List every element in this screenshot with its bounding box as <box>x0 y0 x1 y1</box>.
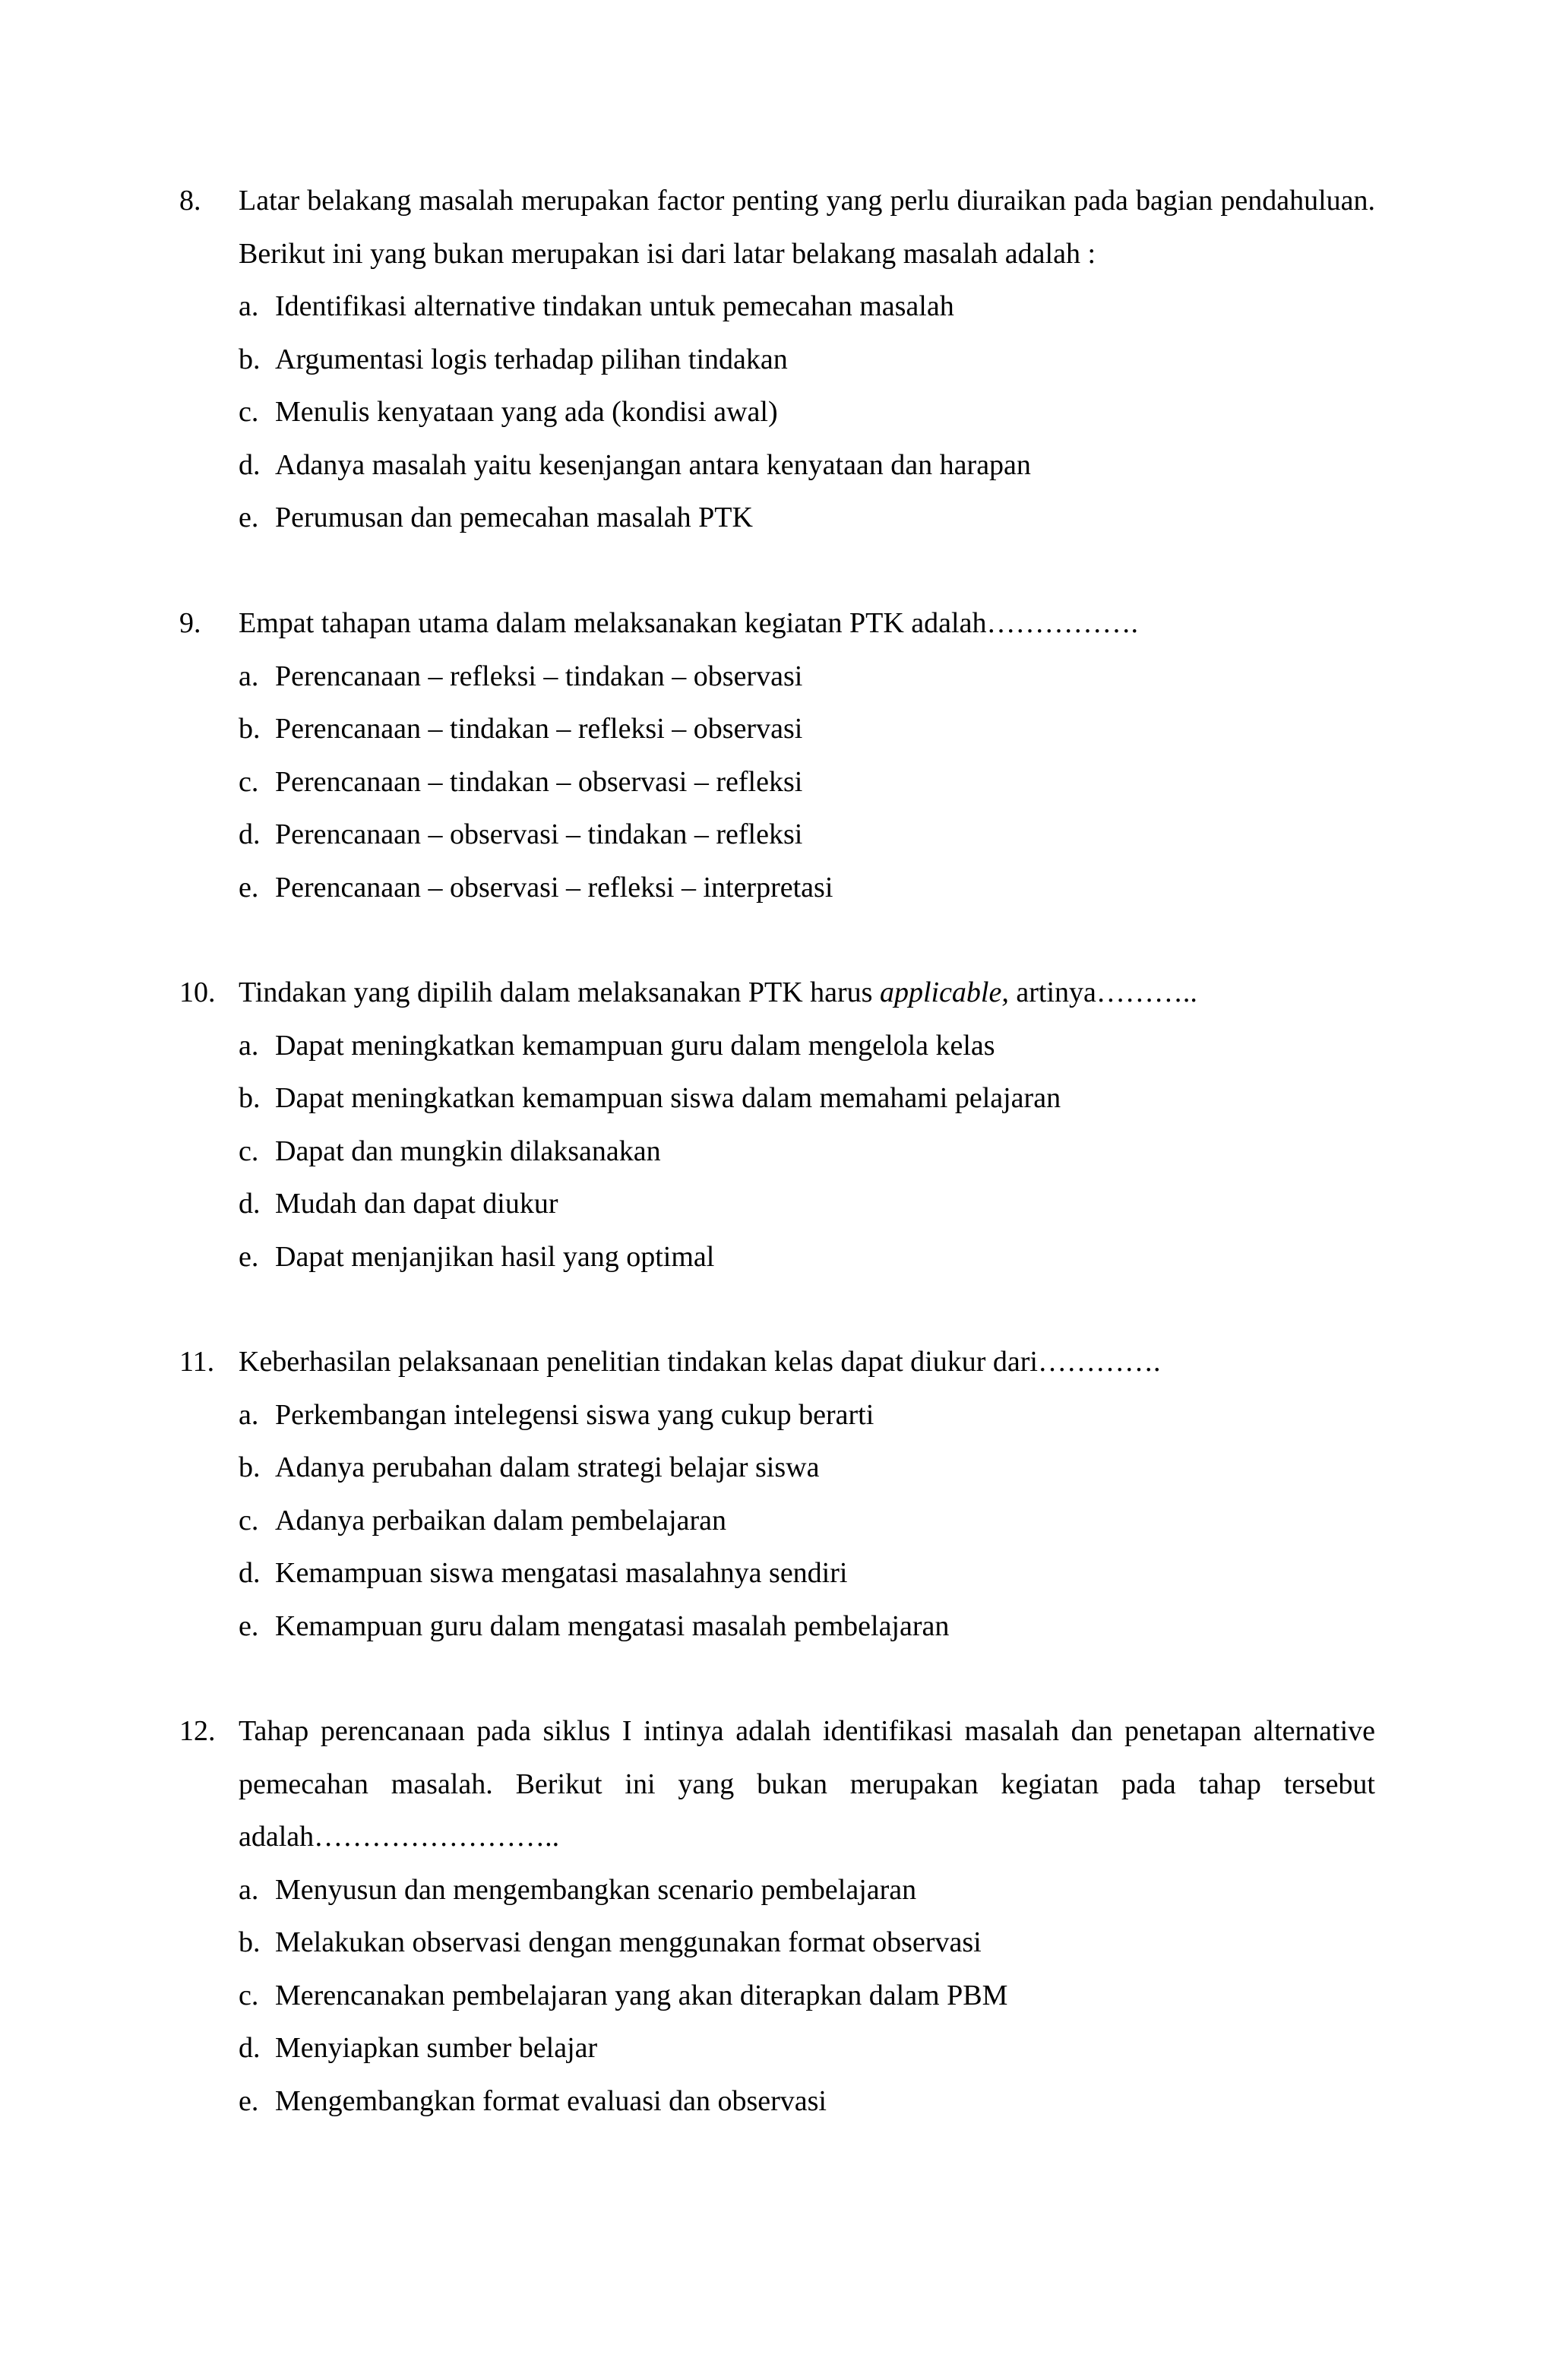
option-text: Kemampuan siswa mengatasi masalahnya sendiri <box>275 1557 848 1589</box>
question-number: 12. <box>179 1715 216 1747</box>
option-letter: e. <box>239 871 259 904</box>
option-a <box>179 1389 1375 1442</box>
option-e <box>179 1600 1375 1654</box>
option-text: Adanya masalah yaitu kesenjangan antara kenyataan dan harapan <box>275 448 1031 481</box>
option-letter: e. <box>239 1240 259 1273</box>
option-e <box>179 1231 1375 1284</box>
option-list <box>179 280 1375 545</box>
option-b <box>179 703 1375 756</box>
option-letter: b. <box>239 713 261 745</box>
option-c <box>179 1970 1375 2023</box>
option-letter: b. <box>239 1451 261 1483</box>
question-text <box>239 976 1197 1008</box>
question-text-part: Tindakan yang dipilih dalam melaksanakan PTK harus <box>239 976 880 1008</box>
option-d <box>179 439 1375 492</box>
question-text: Latar belakang masalah merupakan factor penting yang perlu diuraikan pada bagian pendahuluan. Berikut ini yang bukan merupakan isi dari latar belakang masalah adalah : <box>239 185 1375 270</box>
option-letter: b. <box>239 1082 261 1114</box>
option-letter: c. <box>239 765 259 798</box>
option-text: Mudah dan dapat diukur <box>275 1188 558 1220</box>
option-text: Perencanaan – observasi – tindakan – refleksi <box>275 818 803 850</box>
option-d <box>179 2022 1375 2075</box>
question-10 <box>179 967 1375 1283</box>
option-a <box>179 1864 1375 1917</box>
option-a <box>179 280 1375 334</box>
option-letter: a. <box>239 1398 259 1431</box>
option-letter: d. <box>239 818 261 850</box>
option-c <box>179 1125 1375 1179</box>
question-text-italic: applicable, <box>879 976 1009 1008</box>
question-11 <box>179 1336 1375 1653</box>
question-12 <box>179 1705 1375 2128</box>
option-letter: c. <box>239 1504 259 1537</box>
option-e <box>179 2075 1375 2128</box>
question-text-part: artinya……….. <box>1008 976 1197 1008</box>
option-text: Merencanakan pembelajaran yang akan diterapkan dalam PBM <box>275 1979 1008 2011</box>
option-list <box>179 1020 1375 1284</box>
option-letter: d. <box>239 448 261 481</box>
option-letter: a. <box>239 1029 259 1062</box>
option-d <box>179 1547 1375 1600</box>
option-d <box>179 1178 1375 1231</box>
option-c <box>179 386 1375 439</box>
option-text: Melakukan observasi dengan menggunakan format observasi <box>275 1926 982 1958</box>
question-9 <box>179 597 1375 914</box>
question-text: Keberhasilan pelaksanaan penelitian tindakan kelas dapat diukur dari…………. <box>239 1346 1161 1378</box>
option-text: Adanya perbaikan dalam pembelajaran <box>275 1504 726 1537</box>
option-letter: a. <box>239 660 259 692</box>
option-text: Perencanaan – refleksi – tindakan – observasi <box>275 660 803 692</box>
option-text: Identifikasi alternative tindakan untuk pemecahan masalah <box>275 290 954 322</box>
question-8 <box>179 175 1375 545</box>
option-letter: c. <box>239 1135 259 1167</box>
question-stem <box>179 175 1375 280</box>
option-e <box>179 862 1375 915</box>
option-text: Dapat menjanjikan hasil yang optimal <box>275 1240 715 1273</box>
option-text: Menulis kenyataan yang ada (kondisi awal) <box>275 396 778 428</box>
option-text: Mengembangkan format evaluasi dan observasi <box>275 2084 827 2117</box>
option-text: Dapat meningkatkan kemampuan siswa dalam memahami pelajaran <box>275 1082 1061 1114</box>
option-text: Perumusan dan pemecahan masalah PTK <box>275 502 753 533</box>
option-letter: a. <box>239 290 259 322</box>
option-letter: a. <box>239 1873 259 1906</box>
question-stem <box>179 967 1375 1020</box>
option-letter: d. <box>239 1557 261 1589</box>
option-letter: c. <box>239 396 259 428</box>
option-text: Kemampuan guru dalam mengatasi masalah pembelajaran <box>275 1609 950 1642</box>
question-text: Empat tahapan utama dalam melaksanakan kegiatan PTK adalah……………. <box>239 607 1138 639</box>
option-c <box>179 756 1375 809</box>
option-letter: e. <box>239 2084 259 2117</box>
option-letter: e. <box>239 502 259 533</box>
option-text: Dapat meningkatkan kemampuan guru dalam mengelola kelas <box>275 1029 995 1062</box>
option-letter: b. <box>239 343 261 375</box>
option-letter: c. <box>239 1979 259 2011</box>
option-text: Menyiapkan sumber belajar <box>275 2032 598 2064</box>
option-b <box>179 334 1375 387</box>
question-stem <box>179 1705 1375 1864</box>
option-b <box>179 1072 1375 1125</box>
option-text: Perencanaan – observasi – refleksi – interpretasi <box>275 871 833 904</box>
option-text: Adanya perubahan dalam strategi belajar siswa <box>275 1451 820 1483</box>
question-number: 8. <box>179 185 201 217</box>
option-text: Argumentasi logis terhadap pilihan tindakan <box>275 343 788 375</box>
option-a <box>179 1020 1375 1073</box>
question-stem <box>179 1336 1375 1389</box>
option-d <box>179 809 1375 862</box>
option-letter: e. <box>239 1609 259 1642</box>
option-letter: d. <box>239 1188 261 1220</box>
option-list <box>179 1864 1375 2128</box>
option-list <box>179 1389 1375 1654</box>
option-letter: d. <box>239 2032 261 2064</box>
option-list <box>179 650 1375 915</box>
option-text: Menyusun dan mengembangkan scenario pembelajaran <box>275 1873 917 1906</box>
option-text: Perencanaan – tindakan – refleksi – observasi <box>275 713 803 745</box>
question-number: 11. <box>179 1346 215 1378</box>
option-text: Dapat dan mungkin dilaksanakan <box>275 1135 661 1167</box>
question-number: 9. <box>179 607 201 639</box>
option-text: Perkembangan intelegensi siswa yang cukup berarti <box>275 1398 874 1431</box>
option-a <box>179 650 1375 704</box>
option-letter: b. <box>239 1926 261 1958</box>
option-e <box>179 492 1375 545</box>
question-text: Tahap perencanaan pada siklus I intinya adalah identifikasi masalah dan penetapan alternative pemecahan masalah. Berikut ini yang bukan merupakan kegiatan pada tahap tersebut adalah…………………….. <box>239 1715 1375 1853</box>
option-b <box>179 1916 1375 1970</box>
option-c <box>179 1495 1375 1548</box>
question-number: 10. <box>179 976 216 1008</box>
option-b <box>179 1442 1375 1495</box>
option-text: Perencanaan – tindakan – observasi – refleksi <box>275 765 803 798</box>
question-stem <box>179 597 1375 650</box>
